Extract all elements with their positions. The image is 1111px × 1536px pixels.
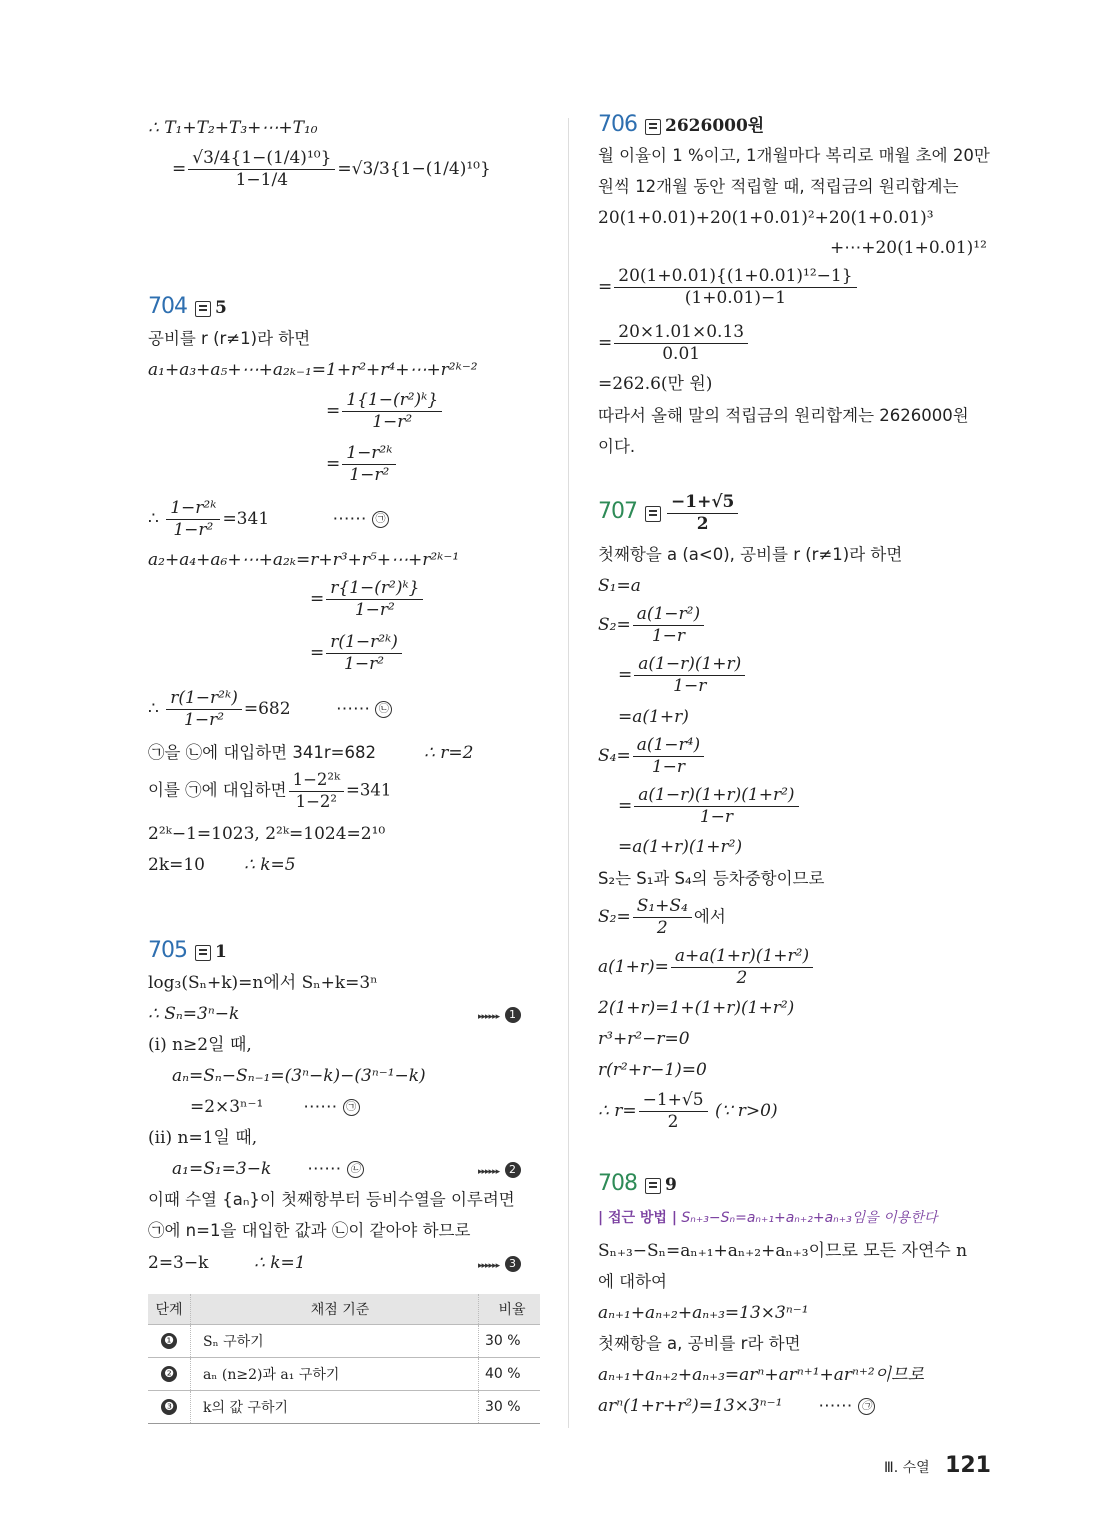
solution-line: 월 이율이 1 %이고, 1개월마다 복리로 매월 초에 20만 [598,146,990,165]
solution-line: 원씩 12개월 동안 적립할 때, 적립금의 원리합계는 [598,177,959,196]
sum-line: ∴ T₁+T₂+T₃+⋯+T₁₀ [148,118,318,138]
label-mark: ㉡ [347,1161,364,1178]
solution-fraction: ∴ $\frac{\text{r(1−r²ᵏ)}}{\text{1−r²}}$ =682 ⋯⋯ ㉡ [148,690,392,729]
step-marker: ▸▸▸▸▸▸ 1 [478,1006,521,1023]
answer-value: 1 [215,942,227,962]
table-header: 비율 [479,1294,541,1325]
solution-fraction: = $\frac{\text{20(1+0.01)\{(1+0.01)¹²−1\}}}{(1+0.01)-1}$ [598,268,859,307]
solution-fraction: = $\frac{\text{r(1−r²ᵏ)}}{\text{1−r²}}$ [310,634,404,673]
solution-line: =2×3ⁿ⁻¹ ⋯⋯ ㉠ [190,1099,360,1116]
problem-number: 708 [598,1171,637,1196]
solution-line: ㉠에 n=1을 대입한 값과 ㉡이 같아야 하므로 [148,1221,471,1240]
column-divider [568,118,569,1428]
solution-fraction: = $\frac{\text{a(1−r)(1+r)(1+r²)}}{1-r}$ [618,787,801,826]
problem-number: 707 [598,499,637,524]
solution-fraction: = $\frac{\text{r\{1−(r²)ᵏ\}}}{\text{1−r²}}$ [310,580,425,619]
label-mark: ㉠ [858,1398,875,1415]
table-header: 채점 기준 [191,1294,479,1325]
solution-line: ∴ r=2 [424,743,474,763]
solution-line: a₁=S₁=3−k ⋯⋯ ㉡ [172,1161,364,1178]
solution-line: =262.6(만 원) [598,374,713,394]
solution-line: 2(1+r)=1+(1+r)(1+r²) [598,998,795,1018]
solution-line: aₙ₊₁+aₙ₊₂+aₙ₊₃=13×3ⁿ⁻¹ [598,1303,809,1323]
problem-number: 704 [148,294,187,319]
solution-fraction: a(1+r)= $\frac{\text{a+a(1+r)(1+r²)}}{2}$ [598,948,815,987]
solution-line: ∴ k=5 [244,855,296,875]
solution-fraction: S₄= $\frac{\text{a(1−r⁴)}}{1-r}$ [598,737,706,776]
sum-result: = $\frac{\text{√3/4\{1−(1/4)¹⁰\}}}{1-1/4}$ =√3/3{1−(1/4)¹⁰} [172,148,491,190]
solution-line: 에 대하여 [598,1272,668,1291]
solution-fraction: = $\frac{a(1-r)(1+r)}{1-r}$ [618,656,747,695]
solution-line: aₙ₊₁+aₙ₊₂+aₙ₊₃=arⁿ+arⁿ⁺¹+arⁿ⁺²이므로 [598,1365,924,1385]
section-label: Ⅲ. 수열 [884,1460,930,1476]
table-row: ❸ k의 값 구하기 30 % [148,1391,540,1424]
solution-line: 2k=10 [148,855,205,875]
label-mark: ㉠ [343,1099,360,1116]
solution-fraction: 이를 ㉠에 대입하면 $\frac{\text{1−2²ᵏ}}{\text{1−2²}}$ =341 [148,770,392,811]
answer-icon [645,1178,661,1194]
step-marker: ▸▸▸▸▸▸ 2 [478,1161,521,1178]
solution-line: aₙ=Sₙ−Sₙ₋₁=(3ⁿ−k)−(3ⁿ⁻¹−k) [172,1066,426,1086]
solution-fraction: = $\frac{20\times 1.01\times 0.13}{0.01}$ [598,324,750,363]
table-row: ❷ aₙ (n≥2)과 a₁ 구하기 40 % [148,1358,540,1391]
problem-704-header [148,296,227,318]
answer-value: 5 [215,298,227,318]
solution-line: =a(1+r)(1+r²) [618,837,743,857]
table-row: ❶ Sₙ 구하기 30 % [148,1325,540,1358]
solution-line: 공비를 r (r≠1)라 하면 [148,329,311,348]
solution-line: 첫째항을 a (a<0), 공비를 r (r≠1)라 하면 [598,545,903,564]
solution-line: 2²ᵏ−1=1023, 2²ᵏ=1024=2¹⁰ [148,824,386,844]
solution-line: arⁿ(1+r+r²)=13×3ⁿ⁻¹ ⋯⋯ ㉠ [598,1398,875,1415]
solution-fraction: ∴ $\frac{\text{1−r²ᵏ}}{\text{1−r²}}$ =341 ⋯⋯ ㉠ [148,500,389,539]
solution-line: a₁+a₃+a₅+⋯+a₂ₖ₋₁=1+r²+r⁴+⋯+r²ᵏ⁻² [148,360,478,380]
problem-708-header [598,1173,677,1195]
approach-hint: | 접근 방법 | Sₙ₊₃−Sₙ=aₙ₊₁+aₙ₊₂+aₙ₊₃임을 이용한다 [598,1210,938,1226]
solution-line: (ⅱ) n=1일 때, [148,1128,258,1148]
step-marker: ▸▸▸▸▸▸ 3 [478,1255,521,1272]
solution-fraction: S₂= $\frac{\text{S₁+S₄}}{2}$ 에서 [598,896,726,938]
solution-fraction: ∴ r= $\frac{-1+√5}{2}$ (∵ r>0) [598,1090,778,1132]
solution-fraction: = $\frac{\text{1−r²ᵏ}}{\text{1−r²}}$ [326,445,398,484]
problem-707-header: 707 $\frac{-1+√5}{2}$ [598,494,740,533]
solution-line: S₂는 S₁과 S₄의 등차중항이므로 [598,869,825,888]
table-header: 단계 [148,1294,191,1325]
solution-line: =a(1+r) [618,707,689,727]
solution-line: ∴ k=1 [254,1253,306,1273]
label-mark: ㉡ [375,701,392,718]
solution-line: +⋯+20(1+0.01)¹² [830,238,987,258]
solution-line: Sₙ₊₃−Sₙ=aₙ₊₁+aₙ₊₂+aₙ₊₃이므로 모든 자연수 n [598,1241,968,1261]
solution-line: 이때 수열 {aₙ}이 첫째항부터 등비수열을 이루려면 [148,1190,515,1209]
answer-icon [195,945,211,961]
solution-line: r³+r²−r=0 [598,1029,690,1049]
solution-line: ㉠을 ㉡에 대입하면 341r=682 [148,743,376,762]
solution-line: (ⅰ) n≥2일 때, [148,1035,252,1055]
label-mark: ㉠ [372,511,389,528]
solution-line: 20(1+0.01)+20(1+0.01)²+20(1+0.01)³ [598,208,934,228]
problem-number: 706 [598,112,637,137]
problem-number: 705 [148,938,187,963]
solution-line: ∴ Sₙ=3ⁿ−k [148,1004,240,1024]
problem-706-header [598,114,764,136]
problem-705-header [148,940,227,962]
page-footer [884,1453,991,1478]
answer-icon [645,506,661,522]
answer-value: 2626000원 [665,116,765,136]
solution-line: 따라서 올해 말의 적립금의 원리합계는 2626000원 [598,406,969,425]
solution-fraction: = $\frac{\text{1\{1−(r²)ᵏ\}}}{\text{1−r²}}$ [326,392,444,431]
solution-line: a₂+a₄+a₆+⋯+a₂ₖ=r+r³+r⁵+⋯+r²ᵏ⁻¹ [148,550,460,570]
grading-table [148,1294,540,1424]
page-number: 121 [945,1453,991,1478]
solution-line: 2=3−k [148,1253,209,1273]
solution-line: 첫째항을 a, 공비를 r라 하면 [598,1334,801,1353]
solution-line: r(r²+r−1)=0 [598,1060,707,1080]
solution-line: 이다. [598,437,636,456]
solution-line: S₁=a [598,576,641,596]
solution-fraction: S₂= $\frac{\text{a(1−r²)}}{1-r}$ [598,606,706,645]
answer-icon [195,301,211,317]
answer-value: 9 [665,1175,677,1195]
solution-line: log₃(Sₙ+k)=n에서 Sₙ+k=3ⁿ [148,973,378,993]
answer-icon [645,119,661,135]
